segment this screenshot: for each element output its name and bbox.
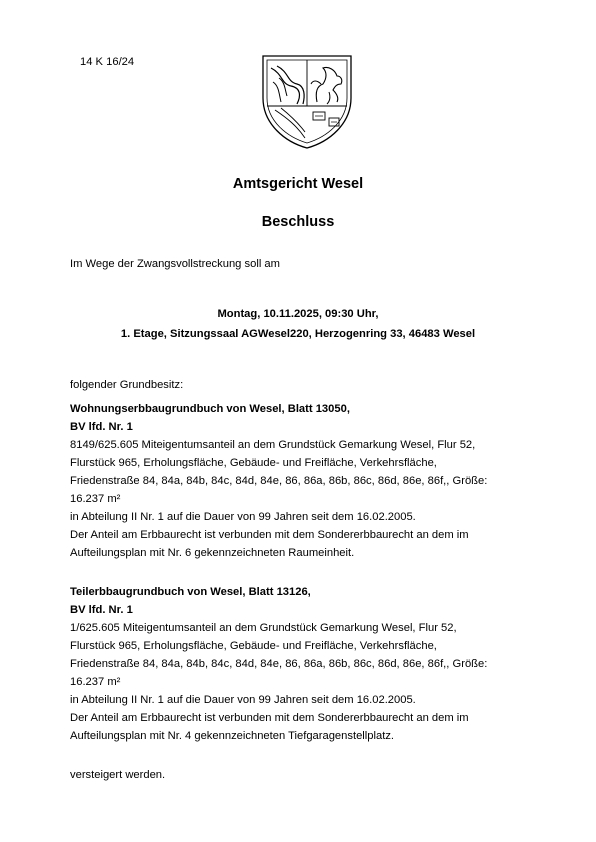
- property-intro: folgender Grundbesitz:: [70, 379, 184, 391]
- entry-heading: Wohnungserbbaugrundbuch von Wesel, Blatt 13050,: [70, 403, 350, 415]
- property-entry-1: [70, 400, 487, 562]
- auction-date: Montag, 10.11.2025, 09:30 Uhr,: [217, 308, 379, 320]
- file-number: 14 K 16/24: [80, 56, 135, 68]
- entry-bv: BV lfd. Nr. 1: [70, 604, 133, 616]
- entry-line: 1/625.605 Miteigentumsanteil an dem Grundstück Gemarkung Wesel, Flur 52,: [70, 622, 457, 634]
- entry-heading: Teilerbbaugrundbuch von Wesel, Blatt 13126,: [70, 586, 311, 598]
- court-name: Amtsgericht Wesel: [232, 176, 364, 192]
- entry-line: in Abteilung II Nr. 1 auf die Dauer von 99 Jahren seit dem 16.02.2005.: [70, 694, 416, 706]
- entry-line: Flurstück 965, Erholungsfläche, Gebäude- und Freifläche, Verkehrsfläche,: [70, 640, 437, 652]
- property-entry-2: [70, 583, 487, 745]
- entry-line: Der Anteil am Erbbaurecht ist verbunden mit dem Sondererbbaurecht an dem im: [70, 529, 469, 541]
- entry-line: Der Anteil am Erbbaurecht ist verbunden mit dem Sondererbbaurecht an dem im: [70, 712, 469, 724]
- entry-line: 16.237 m²: [70, 676, 121, 688]
- decision-title: Beschluss: [261, 214, 335, 230]
- nrw-coat-of-arms-icon: [257, 48, 357, 150]
- entry-line: 16.237 m²: [70, 493, 121, 505]
- entry-line: Friedenstraße 84, 84a, 84b, 84c, 84d, 84e, 86, 86a, 86b, 86c, 86d, 86e, 86f,, Größe:: [70, 658, 488, 670]
- entry-bv: BV lfd. Nr. 1: [70, 421, 133, 433]
- entry-line: Aufteilungsplan mit Nr. 4 gekennzeichneten Tiefgaragenstellplatz.: [70, 730, 395, 742]
- entry-line: in Abteilung II Nr. 1 auf die Dauer von 99 Jahren seit dem 16.02.2005.: [70, 511, 416, 523]
- closing-text: versteigert werden.: [70, 769, 166, 781]
- entry-line: 8149/625.605 Miteigentumsanteil an dem Grundstück Gemarkung Wesel, Flur 52,: [70, 439, 476, 451]
- entry-line: Aufteilungsplan mit Nr. 6 gekennzeichneten Raumeinheit.: [70, 547, 355, 559]
- entry-line: Flurstück 965, Erholungsfläche, Gebäude- und Freifläche, Verkehrsfläche,: [70, 457, 437, 469]
- entry-line: Friedenstraße 84, 84a, 84b, 84c, 84d, 84e, 86, 86a, 86b, 86c, 86d, 86e, 86f,, Größe:: [70, 475, 488, 487]
- intro-text: Im Wege der Zwangsvollstreckung soll am: [70, 258, 280, 270]
- auction-location: 1. Etage, Sitzungssaal AGWesel220, Herzogenring 33, 46483 Wesel: [120, 328, 476, 340]
